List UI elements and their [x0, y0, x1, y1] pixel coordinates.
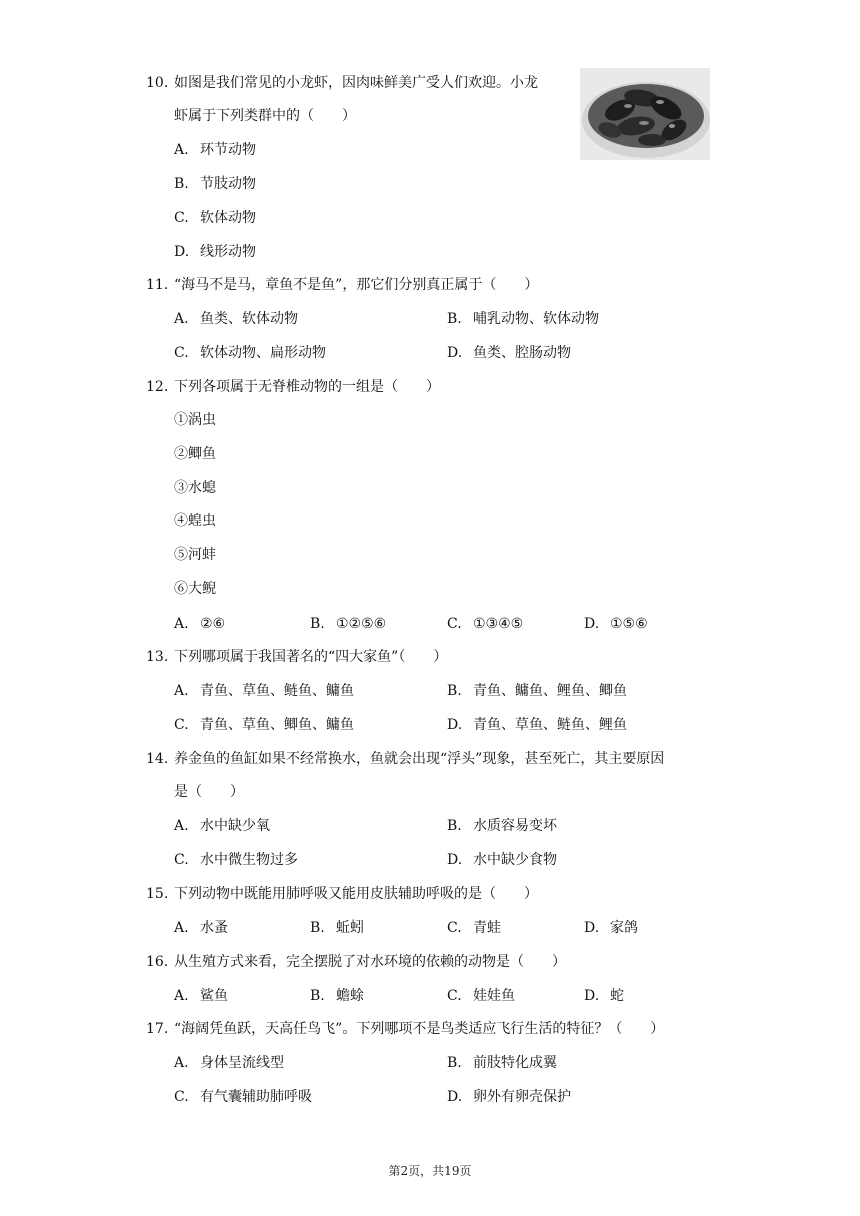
- option-d: D. 家鸽: [584, 920, 638, 936]
- question-text-cont: 虾属于下列类群中的（ ）: [174, 108, 356, 124]
- question-text: 养金鱼的鱼缸如果不经常换水，鱼就会出现“浮头”现象，甚至死亡，其主要原因: [174, 751, 665, 767]
- option-c: C. 有气囊辅助肺呼吸: [174, 1089, 312, 1105]
- option-a: A. 青鱼、草鱼、鲢鱼、鳙鱼: [174, 683, 354, 699]
- option-c: C. 水中微生物过多: [174, 852, 298, 868]
- question-number: 14.: [146, 751, 169, 767]
- option-d: D. ①⑤⑥: [584, 616, 648, 632]
- option-a: A. 水蚤: [174, 920, 228, 936]
- question-text: 下列哪项属于我国著名的“四大家鱼”（ ）: [174, 649, 448, 665]
- question-number: 16.: [146, 954, 169, 970]
- question-number: 10.: [146, 75, 169, 91]
- option-a: A. 水中缺少氧: [174, 818, 270, 834]
- option-a: A. 鱼类、软体动物: [174, 311, 298, 327]
- option-a: A. ②⑥: [174, 616, 226, 632]
- question-17-stem: [146, 1019, 664, 1039]
- option-b: B. 蚯蚓: [310, 920, 364, 936]
- question-number: 11.: [146, 277, 169, 293]
- item-4: ④蝗虫: [174, 513, 216, 529]
- option-a: A. 鲨鱼: [174, 988, 228, 1004]
- question-number: 17.: [146, 1021, 169, 1037]
- crayfish-photo: [580, 68, 710, 160]
- option-c: C. 青蛙: [447, 920, 501, 936]
- option-b: B. 前肢特化成翼: [447, 1055, 557, 1071]
- option-c: C. 软体动物: [174, 210, 256, 226]
- question-text: 下列动物中既能用肺呼吸又能用皮肤辅助呼吸的是（ ）: [174, 886, 538, 902]
- option-d: D. 鱼类、腔肠动物: [447, 345, 571, 361]
- question-15-stem: [146, 884, 538, 904]
- question-text: 从生殖方式来看，完全摆脱了对水环境的依赖的动物是（ ）: [174, 954, 566, 970]
- option-b: B. 水质容易变坏: [447, 818, 557, 834]
- question-number: 13.: [146, 649, 169, 665]
- question-10-stem: [146, 73, 538, 93]
- question-text: “海马不是马，章鱼不是鱼”，那它们分别真正属于（ ）: [174, 277, 539, 293]
- item-5: ⑤河蚌: [174, 547, 216, 563]
- option-b: B. 哺乳动物、软体动物: [447, 311, 599, 327]
- item-1: ①涡虫: [174, 412, 216, 428]
- question-16-stem: [146, 952, 566, 972]
- item-3: ③水螅: [174, 480, 216, 496]
- option-d: D. 水中缺少食物: [447, 852, 557, 868]
- question-text: 如图是我们常见的小龙虾，因肉味鲜美广受人们欢迎。小龙: [174, 75, 538, 91]
- option-d: D. 青鱼、草鱼、鲢鱼、鲤鱼: [447, 717, 627, 733]
- question-text: 下列各项属于无脊椎动物的一组是（ ）: [174, 379, 440, 395]
- option-b: B. 蟾蜍: [310, 988, 364, 1004]
- question-number: 15.: [146, 886, 169, 902]
- question-11-stem: [146, 275, 538, 295]
- option-a: A. 身体呈流线型: [174, 1055, 284, 1071]
- option-c: C. 娃娃鱼: [447, 988, 515, 1004]
- option-d: D. 卵外有卵壳保护: [447, 1089, 571, 1105]
- item-6: ⑥大鲵: [174, 581, 216, 597]
- question-text: “海阔凭鱼跃，天高任鸟飞”。下列哪项不是鸟类适应飞行生活的特征？（ ）: [174, 1021, 665, 1037]
- page-footer: 第2页，共19页: [388, 1164, 472, 1178]
- option-d: D. 蛇: [584, 988, 624, 1004]
- item-2: ②鲫鱼: [174, 446, 216, 462]
- option-c: C. 青鱼、草鱼、鲫鱼、鳙鱼: [174, 717, 354, 733]
- option-b: B. 青鱼、鳙鱼、鲤鱼、鲫鱼: [447, 683, 627, 699]
- question-14-stem: [146, 749, 664, 769]
- option-a: A. 环节动物: [174, 142, 256, 158]
- question-13-stem: [146, 647, 447, 667]
- option-d: D. 线形动物: [174, 244, 256, 260]
- question-text-cont: 是（ ）: [174, 784, 244, 800]
- question-12-stem: [146, 377, 440, 397]
- question-number: 12.: [146, 379, 169, 395]
- option-c: C. ①③④⑤: [447, 616, 524, 632]
- option-b: B. 节肢动物: [174, 176, 256, 192]
- option-c: C. 软体动物、扁形动物: [174, 345, 326, 361]
- option-b: B. ①②⑤⑥: [310, 616, 387, 632]
